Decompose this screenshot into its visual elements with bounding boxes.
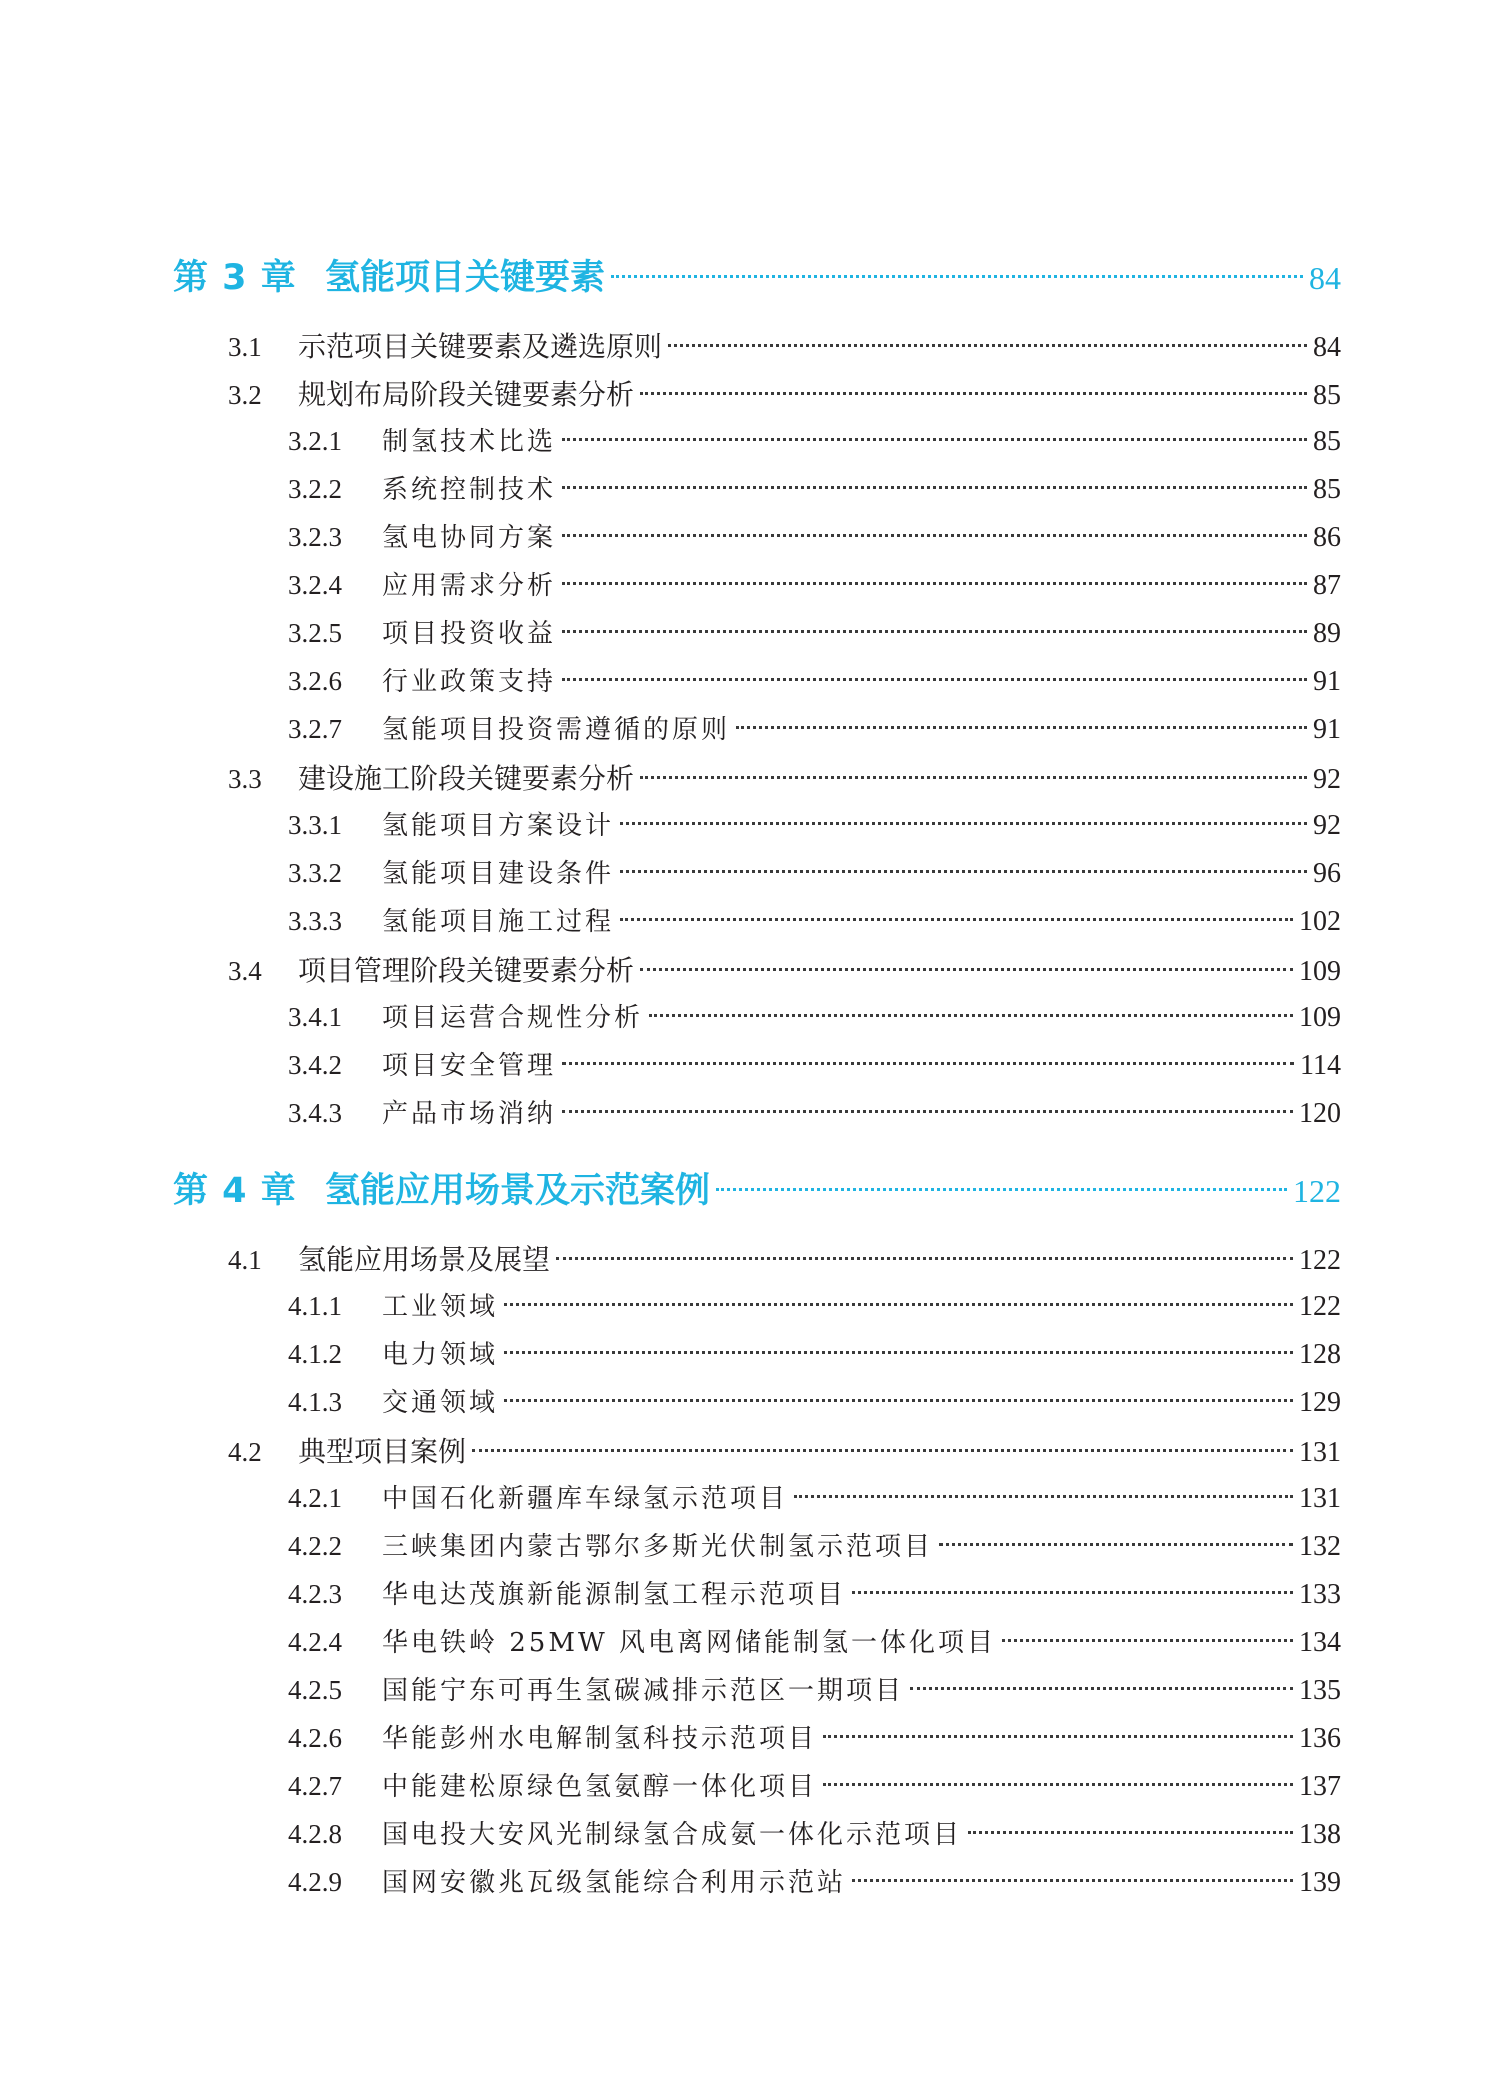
- subsection-title: 项目安全管理: [382, 1051, 557, 1081]
- dot-leader: [794, 1495, 1293, 1498]
- subsection-title: 三峡集团内蒙古鄂尔多斯光伏制氢示范项目: [382, 1532, 934, 1562]
- subsection-title: 中国石化新疆库车绿氢示范项目: [382, 1484, 789, 1514]
- subsection-title: 华电铁岭 25MW 风电离网储能制氢一体化项目: [382, 1628, 996, 1658]
- toc-subsection-4-2-7[interactable]: [288, 1766, 1341, 1803]
- section-title: 规划布局阶段关键要素分析: [298, 378, 635, 411]
- toc-subsection-3-2-5[interactable]: [288, 613, 1341, 650]
- dot-leader: [562, 582, 1307, 585]
- page-number: 129: [1299, 1387, 1341, 1418]
- dot-leader: [504, 1351, 1293, 1354]
- dot-leader: [640, 968, 1293, 971]
- dot-leader: [668, 344, 1307, 347]
- page-number: 87: [1313, 570, 1341, 601]
- subsection-number: 3.2.6: [288, 666, 342, 696]
- subsection-number: 4.1.1: [288, 1291, 342, 1321]
- page-number: 120: [1299, 1098, 1341, 1129]
- subsection-number: 4.2.8: [288, 1819, 342, 1849]
- page-number: 133: [1299, 1579, 1341, 1610]
- dot-leader: [562, 630, 1307, 633]
- page-number: 122: [1293, 1173, 1341, 1209]
- section-title: 项目管理阶段关键要素分析: [298, 954, 635, 987]
- subsection-number: 4.2.1: [288, 1483, 342, 1513]
- page-number: 85: [1313, 380, 1341, 411]
- subsection-title: 氢能项目施工过程: [382, 907, 615, 937]
- toc-section-4-2[interactable]: [228, 1430, 1341, 1470]
- page-number: 139: [1299, 1867, 1341, 1898]
- toc-subsection-3-4-2[interactable]: [288, 1045, 1341, 1082]
- subsection-number: 3.2.4: [288, 570, 342, 600]
- section-number: 3.3: [228, 764, 262, 794]
- chapter-title: 氢能项目关键要素: [325, 258, 606, 298]
- page-number: 86: [1313, 522, 1341, 553]
- dot-leader: [649, 1014, 1293, 1017]
- section-title: 典型项目案例: [298, 1435, 467, 1468]
- dot-leader: [562, 1110, 1293, 1113]
- chapter-number: 第 4 章: [173, 1171, 297, 1211]
- subsection-number: 4.1.2: [288, 1339, 342, 1369]
- dot-leader: [562, 678, 1307, 681]
- page-number: 89: [1313, 618, 1341, 649]
- dot-leader: [611, 275, 1303, 278]
- toc-subsection-4-2-3[interactable]: [288, 1574, 1341, 1611]
- dot-leader: [823, 1783, 1293, 1786]
- toc-section-3-3[interactable]: [228, 757, 1341, 797]
- section-number: 4.2: [228, 1437, 262, 1467]
- subsection-title: 项目投资收益: [382, 619, 557, 649]
- subsection-title: 中能建松原绿色氢氨醇一体化项目: [382, 1772, 818, 1802]
- toc-subsection-3-2-6[interactable]: [288, 661, 1341, 698]
- subsection-title: 项目运营合规性分析: [382, 1003, 644, 1033]
- subsection-title: 制氢技术比选: [382, 427, 557, 457]
- dot-leader: [562, 486, 1307, 489]
- toc-subsection-4-2-9[interactable]: [288, 1862, 1341, 1899]
- subsection-title: 工业领域: [382, 1292, 499, 1322]
- toc-subsection-4-2-4[interactable]: [288, 1622, 1341, 1659]
- subsection-title: 氢能项目投资需遵循的原则: [382, 715, 731, 745]
- toc-subsection-4-2-6[interactable]: [288, 1718, 1341, 1755]
- toc-subsection-3-3-1[interactable]: [288, 805, 1341, 842]
- page-number: 122: [1299, 1291, 1341, 1322]
- page-number: 122: [1299, 1245, 1341, 1276]
- subsection-title: 国网安徽兆瓦级氢能综合利用示范站: [382, 1868, 847, 1898]
- subsection-title: 华能彭州水电解制氢科技示范项目: [382, 1724, 818, 1754]
- page-number: 84: [1313, 332, 1341, 363]
- page-number: 102: [1299, 906, 1341, 937]
- toc-chapter-3[interactable]: [173, 250, 1341, 300]
- dot-leader: [556, 1257, 1293, 1260]
- section-number: 4.1: [228, 1245, 262, 1275]
- subsection-number: 3.3.3: [288, 906, 342, 936]
- section-number: 3.4: [228, 956, 262, 986]
- subsection-number: 3.2.7: [288, 714, 342, 744]
- subsection-number: 4.1.3: [288, 1387, 342, 1417]
- toc-subsection-3-3-3[interactable]: [288, 901, 1341, 938]
- dot-leader: [640, 776, 1307, 779]
- subsection-title: 华电达茂旗新能源制氢工程示范项目: [382, 1580, 847, 1610]
- subsection-title: 系统控制技术: [382, 475, 557, 505]
- dot-leader: [620, 870, 1307, 873]
- subsection-number: 3.3.1: [288, 810, 342, 840]
- subsection-title: 氢电协同方案: [382, 523, 557, 553]
- page-number: 109: [1299, 1002, 1341, 1033]
- section-title: 氢能应用场景及展望: [298, 1243, 551, 1276]
- subsection-title: 交通领域: [382, 1388, 499, 1418]
- page-number: 114: [1300, 1050, 1341, 1081]
- dot-leader: [562, 1062, 1294, 1065]
- page-number: 128: [1299, 1339, 1341, 1370]
- subsection-number: 3.2.3: [288, 522, 342, 552]
- page-number: 131: [1299, 1437, 1341, 1468]
- subsection-number: 3.3.2: [288, 858, 342, 888]
- dot-leader: [472, 1449, 1293, 1452]
- page-number: 137: [1299, 1771, 1341, 1802]
- subsection-number: 4.2.7: [288, 1771, 342, 1801]
- page-number: 96: [1313, 858, 1341, 889]
- page-number: 91: [1313, 714, 1341, 745]
- page-number: 131: [1299, 1483, 1341, 1514]
- section-title: 示范项目关键要素及遴选原则: [298, 330, 663, 363]
- toc-subsection-4-2-1[interactable]: [288, 1478, 1341, 1515]
- toc-subsection-3-2-3[interactable]: [288, 517, 1341, 554]
- section-title: 建设施工阶段关键要素分析: [298, 762, 635, 795]
- toc-subsection-3-2-2[interactable]: [288, 469, 1341, 506]
- section-number: 3.2: [228, 380, 262, 410]
- toc-subsection-4-2-2[interactable]: [288, 1526, 1341, 1563]
- toc-subsection-3-3-2[interactable]: [288, 853, 1341, 890]
- subsection-number: 4.2.3: [288, 1579, 342, 1609]
- toc-subsection-3-2-4[interactable]: [288, 565, 1341, 602]
- subsection-title: 应用需求分析: [382, 571, 557, 601]
- subsection-title: 国电投大安风光制绿氢合成氨一体化示范项目: [382, 1820, 963, 1850]
- toc-subsection-3-2-1[interactable]: [288, 421, 1341, 458]
- toc-subsection-3-4-1[interactable]: [288, 997, 1341, 1034]
- dot-leader: [736, 726, 1307, 729]
- dot-leader: [562, 534, 1307, 537]
- subsection-number: 3.2.5: [288, 618, 342, 648]
- page-number: 132: [1299, 1531, 1341, 1562]
- dot-leader: [1002, 1639, 1293, 1642]
- page-number: 92: [1313, 810, 1341, 841]
- subsection-number: 3.4.1: [288, 1002, 342, 1032]
- page-number: 85: [1313, 474, 1341, 505]
- dot-leader: [640, 392, 1307, 395]
- dot-leader: [939, 1543, 1293, 1546]
- subsection-number: 4.2.5: [288, 1675, 342, 1705]
- dot-leader: [852, 1879, 1293, 1882]
- dot-leader: [562, 438, 1307, 441]
- page-number: 84: [1309, 260, 1341, 296]
- page-number: 109: [1299, 956, 1341, 987]
- toc-section-3-1[interactable]: [228, 325, 1341, 365]
- page-number: 92: [1313, 764, 1341, 795]
- page-number: 135: [1299, 1675, 1341, 1706]
- dot-leader: [910, 1687, 1293, 1690]
- dot-leader: [504, 1399, 1293, 1402]
- toc-subsection-3-2-7[interactable]: [288, 709, 1341, 746]
- subsection-number: 3.4.3: [288, 1098, 342, 1128]
- section-number: 3.1: [228, 332, 262, 362]
- toc-subsection-4-1-1[interactable]: [288, 1286, 1341, 1323]
- toc-subsection-3-4-3[interactable]: [288, 1093, 1341, 1130]
- subsection-title: 电力领域: [382, 1340, 499, 1370]
- subsection-number: 4.2.9: [288, 1867, 342, 1897]
- toc-subsection-4-1-3[interactable]: [288, 1382, 1341, 1419]
- subsection-title: 行业政策支持: [382, 667, 557, 697]
- page-number: 91: [1313, 666, 1341, 697]
- page-number: 85: [1313, 426, 1341, 457]
- toc-chapter-4[interactable]: [173, 1163, 1341, 1213]
- toc-section-4-1[interactable]: [228, 1238, 1341, 1278]
- chapter-title: 氢能应用场景及示范案例: [325, 1171, 711, 1211]
- dot-leader: [504, 1303, 1293, 1306]
- page-number: 138: [1299, 1819, 1341, 1850]
- toc-subsection-4-2-8[interactable]: [288, 1814, 1341, 1851]
- page-number: 136: [1299, 1723, 1341, 1754]
- subsection-title: 国能宁东可再生氢碳减排示范区一期项目: [382, 1676, 905, 1706]
- dot-leader: [823, 1735, 1293, 1738]
- subsection-number: 3.4.2: [288, 1050, 342, 1080]
- dot-leader: [852, 1591, 1293, 1594]
- dot-leader: [620, 822, 1307, 825]
- dot-leader: [716, 1188, 1287, 1191]
- dot-leader: [968, 1831, 1293, 1834]
- toc-subsection-4-1-2[interactable]: [288, 1334, 1341, 1371]
- toc-section-3-2[interactable]: [228, 373, 1341, 413]
- chapter-number: 第 3 章: [173, 258, 297, 298]
- toc-subsection-4-2-5[interactable]: [288, 1670, 1341, 1707]
- subsection-title: 氢能项目方案设计: [382, 811, 615, 841]
- subsection-title: 氢能项目建设条件: [382, 859, 615, 889]
- subsection-number: 4.2.2: [288, 1531, 342, 1561]
- page-number: 134: [1299, 1627, 1341, 1658]
- toc-section-3-4[interactable]: [228, 949, 1341, 989]
- subsection-title: 产品市场消纳: [382, 1099, 557, 1129]
- subsection-number: 3.2.2: [288, 474, 342, 504]
- subsection-number: 3.2.1: [288, 426, 342, 456]
- dot-leader: [620, 918, 1293, 921]
- subsection-number: 4.2.6: [288, 1723, 342, 1753]
- subsection-number: 4.2.4: [288, 1627, 342, 1657]
